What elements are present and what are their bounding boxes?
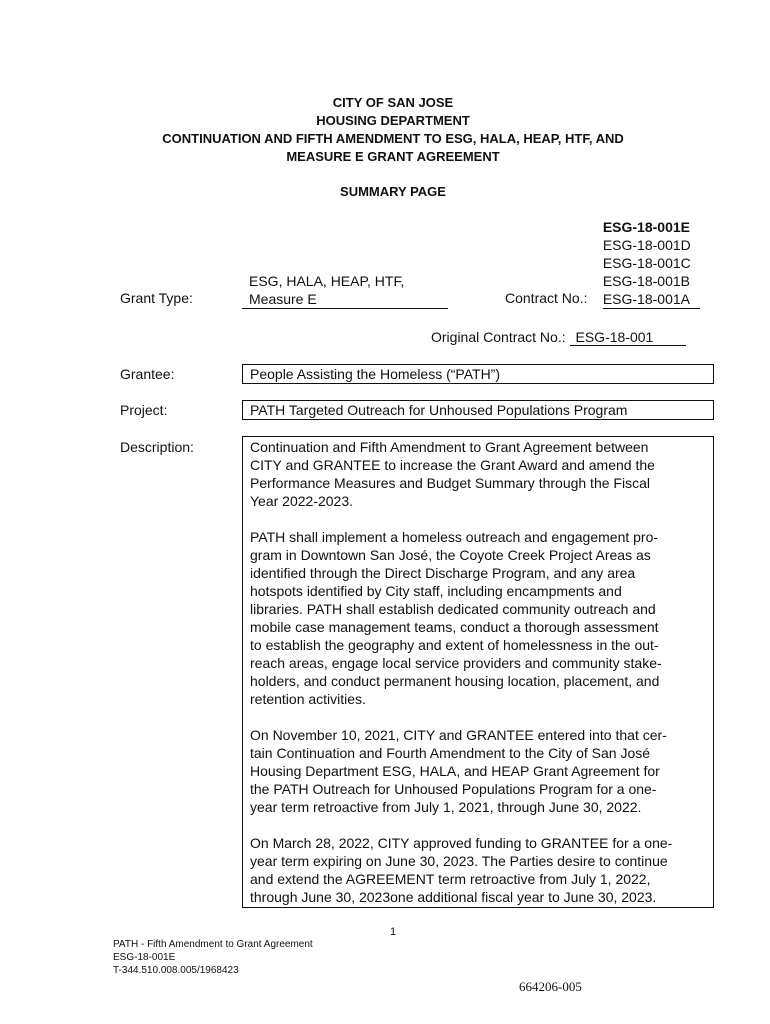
- document-header: [100, 94, 686, 166]
- grantee-label: Grantee:: [120, 366, 175, 382]
- description-value: [242, 436, 714, 908]
- header-department: HOUSING DEPARTMENT: [316, 113, 470, 128]
- contract-number: ESG-18-001D: [602, 237, 691, 253]
- contract-number-list: [603, 218, 700, 309]
- contract-number: ESG-18-001B: [602, 273, 690, 289]
- header-title-line2: MEASURE E GRANT AGREEMENT: [286, 149, 500, 164]
- footer-contract: ESG-18-001E: [113, 952, 176, 963]
- description-paragraph: Continuation and Fifth Amendment to Grant Agreement between CITY and GRANTEE to increase the Grant Award and amend the Performance Measures and Budget Summary through the Fiscal Year 2022-2023.: [250, 439, 655, 509]
- description-paragraph: On November 10, 2021, CITY and GRANTEE entered into that cer- tain Continuation and Fourth Amendment to the City of San José Housing Department ESG, HALA, and HEAP Grant Agreement for the PATH Outreach for Unhoused Populations Program for a one- year term retroactive from July 1, 2021, through June 30, 2022.: [250, 727, 667, 815]
- project-value: PATH Targeted Outreach for Unhoused Populations Program: [242, 400, 714, 420]
- grantee-value: People Assisting the Homeless (“PATH”): [242, 364, 714, 384]
- document-number: 664206-005: [519, 979, 582, 994]
- grant-type-value: [242, 272, 448, 309]
- header-title-line1: CONTINUATION AND FIFTH AMENDMENT TO ESG, HALA, HEAP, HTF, AND: [162, 131, 624, 146]
- page-footer: [113, 938, 313, 977]
- original-contract: [431, 329, 686, 346]
- summary-title: SUMMARY PAGE: [340, 184, 446, 199]
- contract-number-current: ESG-18-001E: [602, 219, 690, 235]
- grant-type-label: Grant Type:: [120, 290, 193, 306]
- header-city: CITY OF SAN JOSE: [332, 95, 454, 110]
- contract-number-label: Contract No.:: [505, 290, 588, 306]
- grant-type-line2: Measure E: [249, 291, 317, 307]
- footer-reference: T-344.510.008.005/1968423: [113, 965, 239, 976]
- project-label: Project:: [120, 402, 168, 418]
- description-paragraph: On March 28, 2022, CITY approved funding to GRANTEE for a one- year term expiring on June 30, 2023. The Parties desire to continue and extend the AGREEMENT term retroactive from July 1, 2022, through June 30, 2023one additional fiscal year to June 30, 2023.: [250, 835, 673, 905]
- page-number: 1: [390, 926, 397, 938]
- original-contract-label: Original Contract No.:: [431, 329, 566, 345]
- contract-number: ESG-18-001A: [603, 290, 700, 309]
- footer-title: PATH - Fifth Amendment to Grant Agreement: [113, 939, 313, 950]
- original-contract-value: ESG-18-001: [570, 329, 686, 346]
- description-label: Description:: [120, 439, 194, 455]
- description-paragraph: PATH shall implement a homeless outreach and engagement pro- gram in Downtown San José, the Coyote Creek Project Areas as identified through the Direct Discharge Program, and any area hotspots identified by City staff, including encampments and libraries. PATH shall establish dedicated community outreach and mobile case management teams, conduct a thorough assessment to establish the geography and extent of homelessness in the out- reach areas, engage local service providers and community stake- holders, and conduct permanent housing location, placement, and retention activities.: [250, 529, 662, 707]
- grant-type-line1: ESG, HALA, HEAP, HTF,: [249, 273, 405, 289]
- contract-number: ESG-18-001C: [602, 255, 691, 271]
